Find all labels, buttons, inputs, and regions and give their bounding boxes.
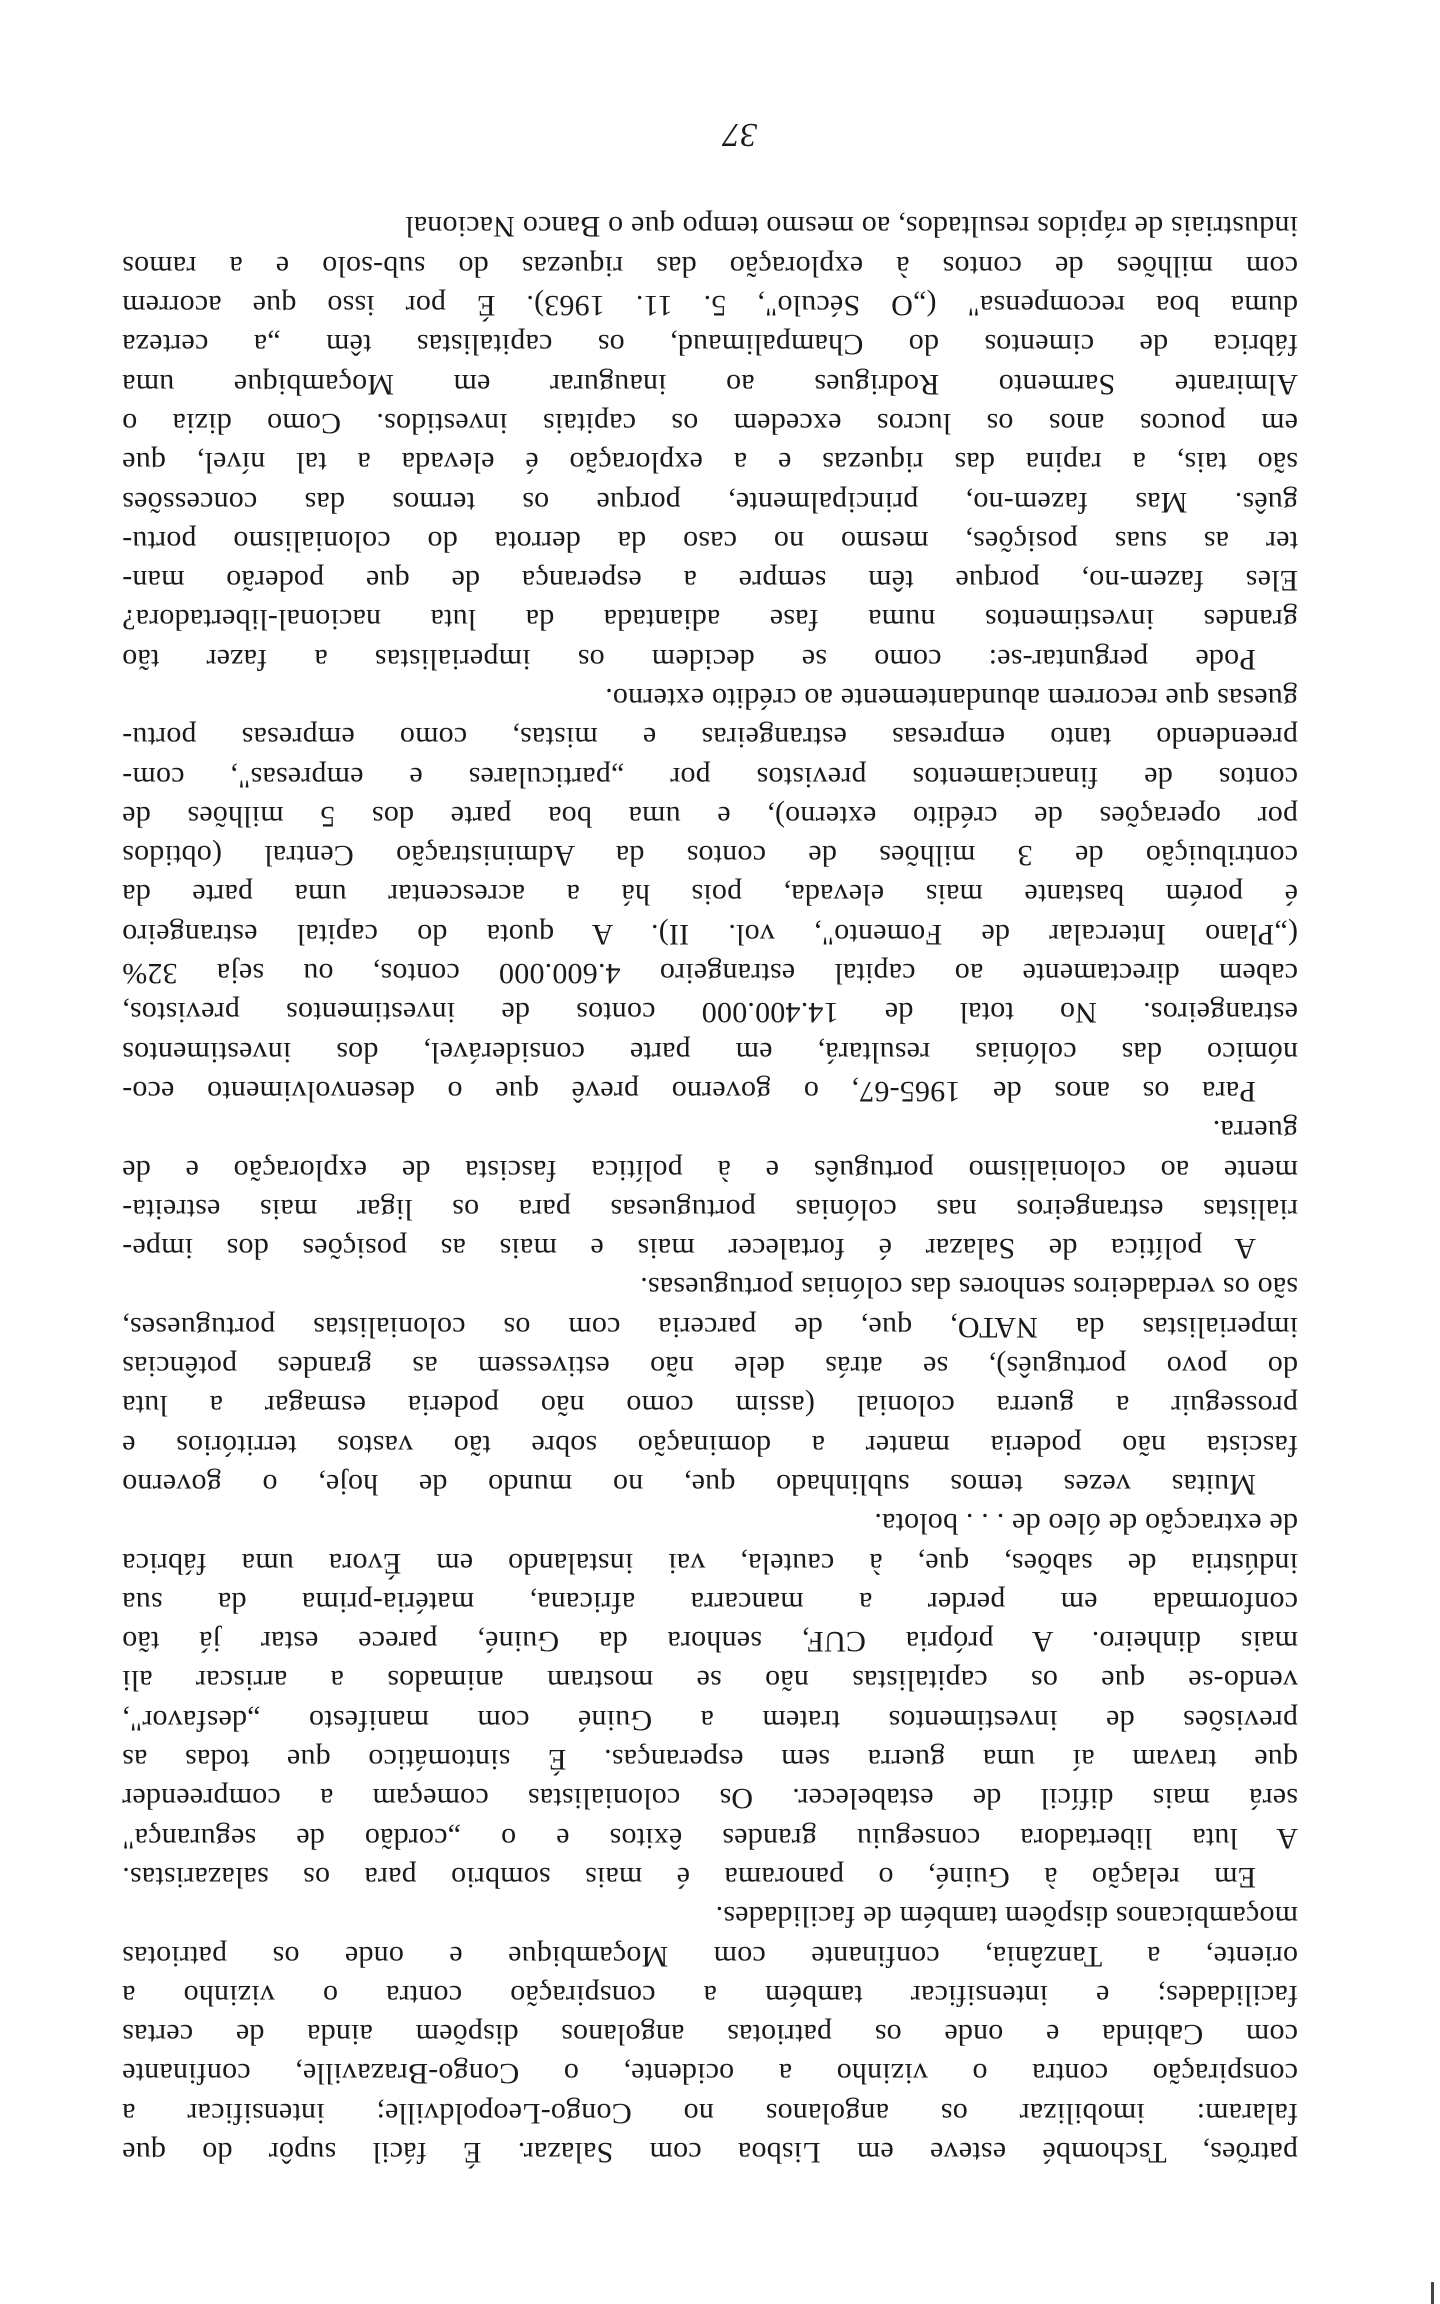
text-line: fascista não poderia manter a dominação sobre tão vastos territórios e xyxy=(122,1428,1298,1462)
text-line: conspiração contra o vizinho a ocidente, o Congo-Brazaville, confinante xyxy=(122,2057,1298,2091)
body-text xyxy=(122,207,1298,2172)
text-line: guerra. xyxy=(1212,1114,1298,1148)
text-line: será mais difícil de estabelecer. Os colonialistas começam a compreender xyxy=(122,1782,1298,1816)
text-line: imperialistas da NATO, que, de parceria com os colonialistas portugueses, xyxy=(122,1310,1298,1344)
text-line: Para os anos de 1965-67, o governo prevê que o desenvolvimento eco- xyxy=(122,1074,1256,1108)
paragraph xyxy=(122,1504,1298,1897)
text-line: de extracção de óleo de . . . bolota. xyxy=(874,1507,1298,1541)
text-line: cabem directamente ao capital estrangeiro 4.600.000 contos, ou seja 32% xyxy=(122,957,1298,991)
text-line: mais dinheiro. A própria CUF, senhora da Guiné, parece estar já tão xyxy=(122,1625,1298,1659)
paragraph xyxy=(122,679,1298,1111)
paragraph xyxy=(122,207,1298,679)
text-line: prosseguir a guerra colonial (assim como não poderia esmagar a luta xyxy=(122,1389,1298,1423)
text-line: que travam aí uma guerra sem esperanças. É sintomático que todas as xyxy=(122,1743,1298,1777)
text-line: previsões de investimentos tratem a Guiné com manifesto „desfavor", xyxy=(122,1703,1298,1737)
text-line: preendendo tanto empresas estrangeiras e mistas, como empresas portu- xyxy=(122,721,1298,755)
text-line: guês. Mas fazem-no, principalmente, porque os termos das concessões xyxy=(122,485,1298,519)
text-line: conformada em perder a mancarra africana, matéria-prima da sua xyxy=(122,1585,1298,1619)
paragraph xyxy=(122,1897,1298,2172)
text-line: em poucos anos os lucros excedem os capitais investidos. Como dizia o xyxy=(122,406,1298,440)
text-line: fábrica de cimentos do Champalimaud, os capitalistas têm „a certeza xyxy=(122,328,1298,362)
text-line: duma boa recompensa" („O Século", 5. 11. 1963). É por isso que acorrem xyxy=(122,289,1298,323)
text-line: Em relação à Guiné, o panorama é mais sombrio para os salazaristas. xyxy=(122,1860,1256,1894)
text-line: („Plano Intercalar de Fomento", vol. II). A quota do capital estrangeiro xyxy=(122,917,1298,951)
text-line: nómico das colónias resultará, em parte considerável, dos investimentos xyxy=(122,1035,1298,1069)
text-line: A política de Salazar é fortalecer mais e mais as posições dos impe- xyxy=(122,1232,1256,1266)
text-line: industriais de rápidos resultados, ao mesmo tempo que o Banco Nacional xyxy=(405,210,1298,244)
text-line: são os verdadeiros senhores das colónias portuguesas. xyxy=(640,1271,1298,1305)
text-line: Pode perguntar-se: como se decidem os imperialistas a fazer tão xyxy=(122,642,1256,676)
text-line: Eles fazem-no, porque têm sempre a esperança de que poderão man- xyxy=(122,564,1298,598)
text-line: é porém bastante mais elevada, pois há a acrescentar uma parte da xyxy=(122,878,1298,912)
page-number: 37 xyxy=(723,116,757,153)
text-line: estrangeiros. No total de 14.400.000 contos de investimentos previstos, xyxy=(122,996,1298,1030)
text-line: com milhões de contos à exploração das riquezas do sub-solo e a ramos xyxy=(122,249,1298,283)
text-line: ter as suas posições, mesmo no caso da derrota do colonialismo portu- xyxy=(122,524,1298,558)
text-line: vendo-se que os capitalistas não se mostram animados a arriscar ali xyxy=(122,1664,1298,1698)
text-line: são tais, a rapina das riquezas e a exploração é elevada a tal nível, que xyxy=(122,446,1298,480)
text-line: patrões, Tschombé esteve em Lisboa com Salazar. É fácil supôr do que xyxy=(122,2136,1298,2169)
text-line: moçambicanos dispõem também de facilidades. xyxy=(715,1900,1298,1934)
paragraph xyxy=(122,1111,1298,1268)
text-line: guesas que recorrem abundantemente ao crédito externo. xyxy=(605,682,1298,716)
text-line: grandes investimentos numa fase adiantada da luta nacional-libertadora? xyxy=(122,603,1298,637)
text-line: falaram: imobilizar os angolanos no Congo-Leopoldville; intensificar a xyxy=(122,2096,1298,2130)
paragraph xyxy=(122,1268,1298,1504)
text-line: A luta libertadora conseguiu grandes êxitos e o „cordão de segurança" xyxy=(122,1821,1298,1855)
text-line: Muitas vezes temos sublinhado que, no mundo de hoje, o governo xyxy=(122,1467,1256,1501)
text-line: rialistas estrangeiros nas colónias portuguesas para os ligar mais estreita- xyxy=(122,1192,1298,1226)
text-line: do povo português), se atrás dele não estivessem as grandes potências xyxy=(122,1350,1298,1384)
text-line: Almirante Sarmento Rodrigues ao inaugurar em Moçambique uma xyxy=(122,367,1298,401)
text-line: oriente, a Tanzânia, confinante com Moçambique e onde os patriotas xyxy=(122,1939,1298,1973)
page-edge-mark xyxy=(1431,2282,1434,2304)
text-line: por operações de crédito externo), e uma boa parte dos 5 milhões de xyxy=(122,799,1298,833)
text-line: com Cabinda e onde os patriotas angolanos dispõem ainda de certas xyxy=(122,2018,1298,2052)
text-line: contos de financiamentos previstos por „particulares e empresas", com- xyxy=(122,760,1298,794)
text-line: indústria de sabões, que, à cautela, vai instalando em Évora uma fábrica xyxy=(122,1546,1298,1580)
text-line: contribuição de 3 milhões de contos da Administração Central (obtidos xyxy=(122,839,1298,873)
text-line: mente ao colonialismo português e à política fascista de exploração e de xyxy=(122,1153,1298,1187)
text-line: facilidades; e intensificar também a conspiração contra o vizinho a xyxy=(122,1978,1298,2012)
